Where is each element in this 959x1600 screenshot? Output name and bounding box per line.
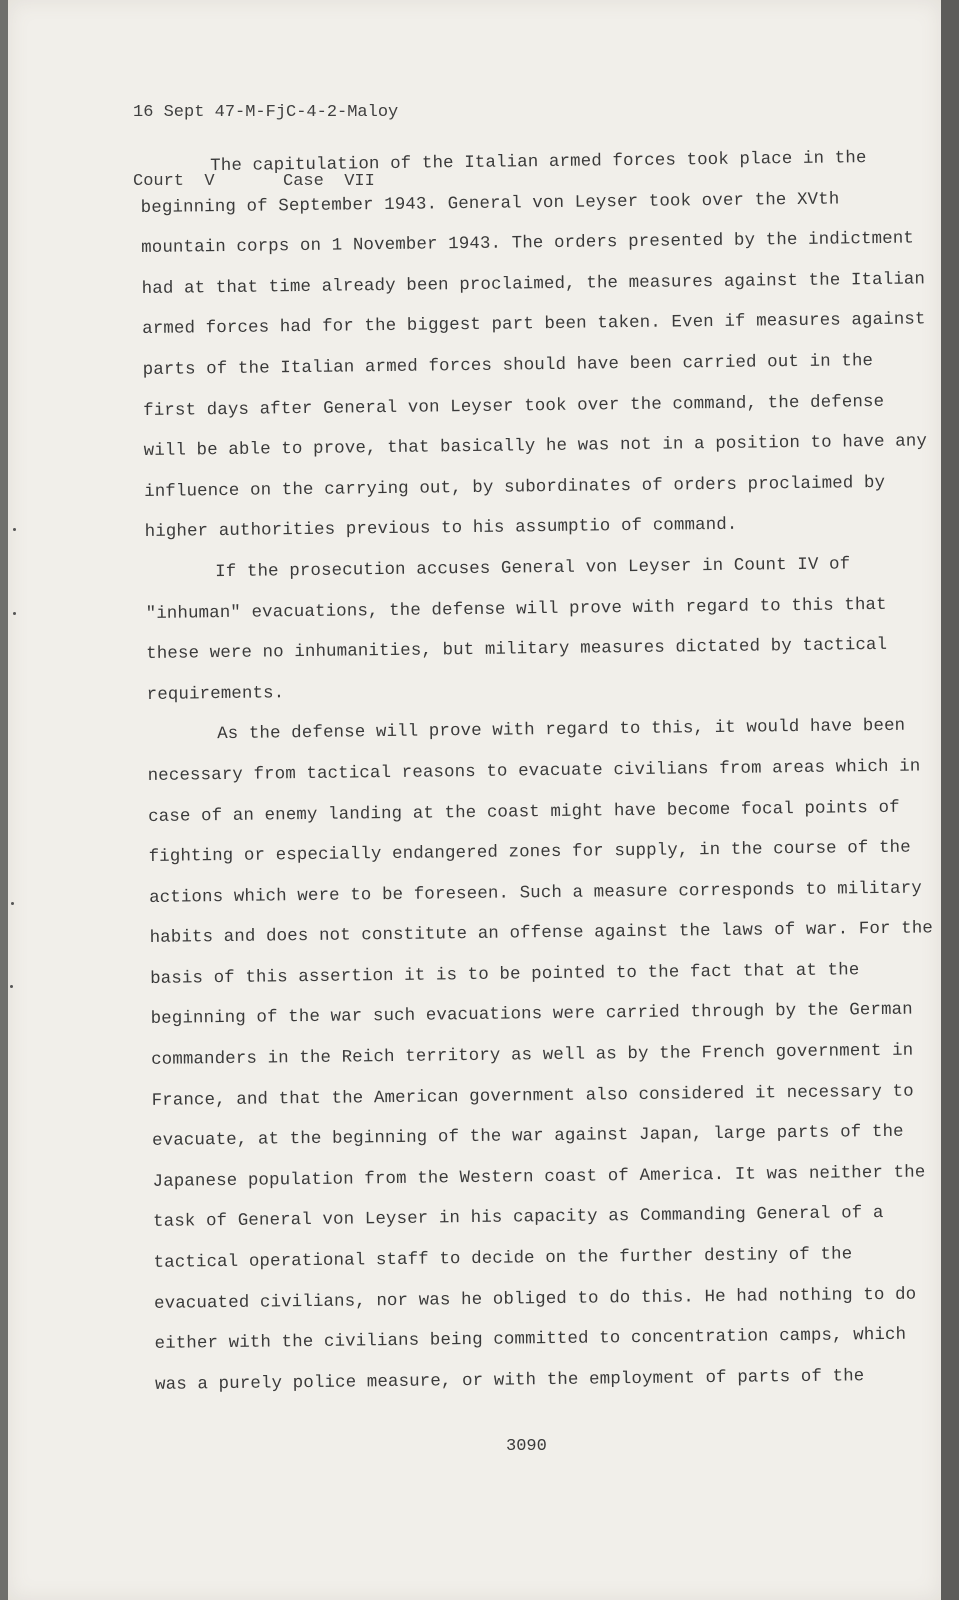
paragraph-2: If the prosecution accuses General von Leyser in Count IV of "inhuman" evacuations, the defense will prove with regard to this that these were no inhumanities, but military measures dictated by tactical requirements. (145, 555, 888, 705)
paragraph-3: As the defense will prove with regard to this, it would have been necessary from tactical reasons to evacuate civilians from areas which in case of an enemy landing at the coast might have become focal points of fighting or especially endangered zones for supply, in the course of the actions which were to be foreseen. Such a measure corresponds to military habits and does not constitute an offense against the laws of war. For the basis of this assertion it is to be pointed to the fact that at the beginning of the war such evacuations were carried through by the German commanders in the Reich territory as well as by the French government in France, and that the American government also considered it necessary to evacuate, at the beginning of the war against Japan, large parts of the Japanese population from the Western coast of America. It was neither the task of General von Leyser in his capacity as Commanding General of a tactical operational staff to decide on the further destiny of the evacuated civilians, nor was he obliged to do this. He had nothing to do either with the civilians being committed to concentration camps, which was a purely police measure, or with the employment of parts of the (147, 717, 934, 1395)
scan-edge (941, 0, 959, 1600)
margin-mark (10, 985, 13, 988)
header-case: Case VII (283, 172, 375, 191)
document-page (8, 0, 941, 1600)
margin-mark (11, 902, 14, 905)
paragraph-1: The capitulation of the Italian armed forces took place in the beginning of September 1943. General von Leyser took over the XVth mountain corps on 1 November 1943. The orders presented by the indictment had at that time already been proclaimed, the measures against the Italian armed forces had for the biggest part been taken. Even if measures against parts of the Italian armed forces should have been carried out in the first days after General von Leyser took over the command, the defense will be able to prove, that basically he was not in a position to have any influence on the carrying out, by subordinates of orders proclaimed by higher authorities previous to his assumptio of command. (140, 149, 928, 543)
document-body (140, 138, 945, 1406)
page-number: 3090 (506, 1437, 547, 1456)
margin-mark (13, 528, 16, 531)
header-court: Court V (133, 172, 215, 191)
header-reference: 16 Sept 47-M-FjC-4-2-Maloy (133, 103, 399, 122)
margin-mark (13, 612, 16, 615)
